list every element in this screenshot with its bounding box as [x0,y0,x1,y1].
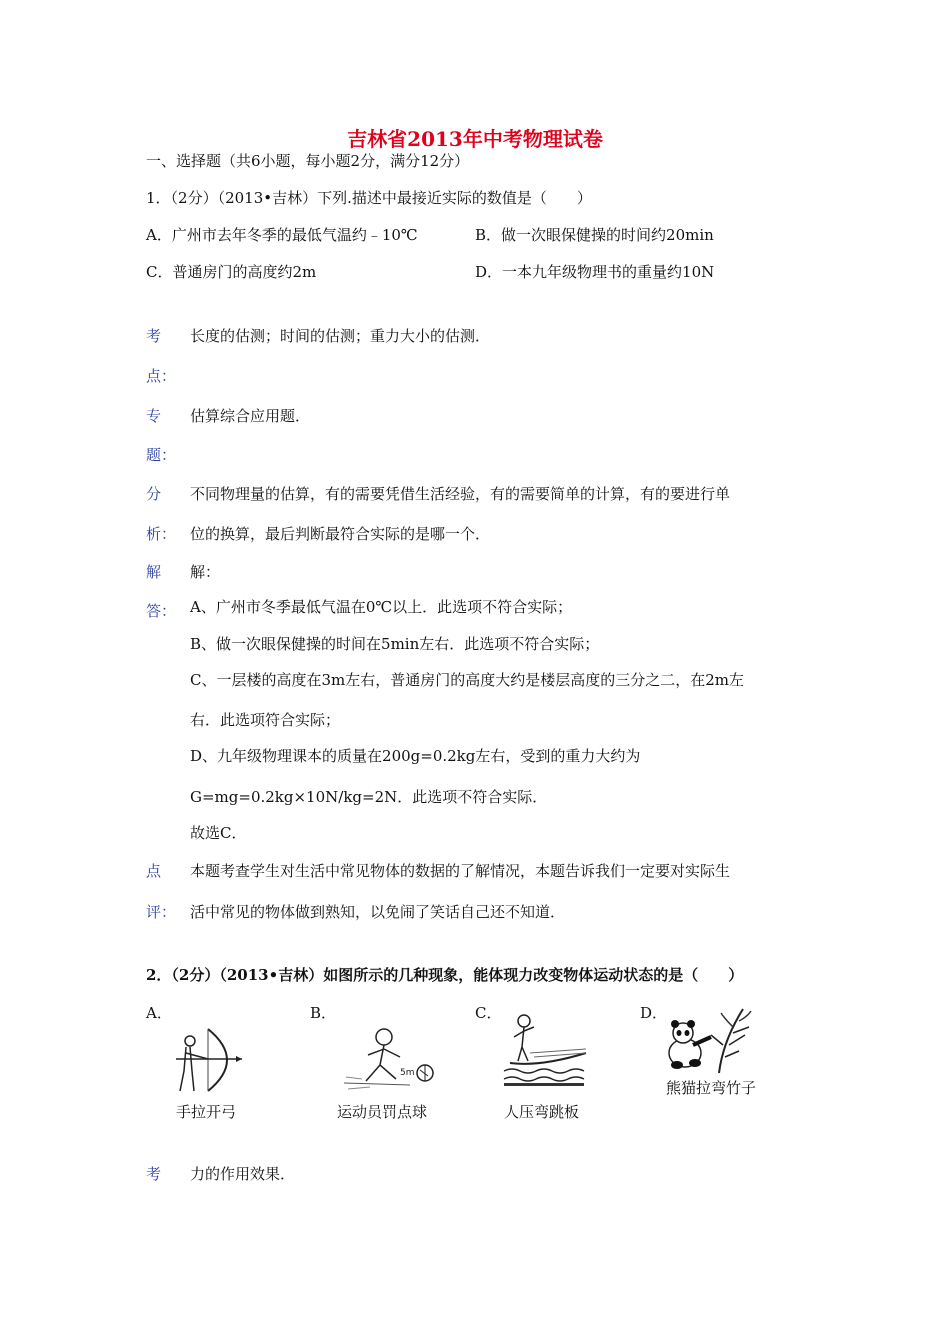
q1-kaodian: 长度的估测；时间的估测；重力大小的估测． [190,327,491,345]
label-ti-colon: 题： [146,446,177,464]
question-1-stem: 1．（2分）（2013•吉林）下列.描述中最接近实际的数值是（ ） [146,189,592,207]
label-ping-colon: 评： [146,903,177,921]
q1-dianping-line1: 本题考查学生对生活中常见物体的数据的了解情况，本题告诉我们一定要对实际生 [190,862,731,880]
q1-option-b[interactable]: B．做一次眼保健操的时间约20min [475,226,714,244]
label-dian-colon: 点： [146,367,177,385]
panda-bamboo-figure [663,1005,753,1075]
q2-kaodian: 力的作用效果． [190,1165,296,1183]
label-da-colon: 答： [146,602,177,620]
caption-d: 熊猫拉弯竹子 [666,1079,757,1097]
label-xi-colon: 析： [146,525,177,543]
caption-c: 人压弯跳板 [504,1103,580,1121]
q1-jieda-line5: 右．此选项符合实际； [190,711,341,729]
q1-zhuanti: 估算综合应用题． [190,407,311,425]
diving-board-figure [500,1013,588,1089]
q2-option-b-letter[interactable]: B． [310,1004,337,1022]
archer-figure [168,1025,248,1095]
label-zhuan: 专 [146,407,162,425]
q1-jieda-line1: 解： [190,563,221,581]
q1-jieda-line2: A、广州市冬季最低气温在0℃以上．此选项不符合实际； [190,598,573,616]
section-heading: 一、选择题（共6小题，每小题2分，满分12分） [146,152,470,170]
footballer-figure [340,1025,440,1095]
question-2-stem: 2．（2分）（2013•吉林）如图所示的几种现象，能体现力改变物体运动状态的是（ ） [146,966,744,984]
q1-jieda-line6: D、九年级物理课本的质量在200g=0.2kg左右，受到的重力大约为 [190,747,641,765]
page-title: 吉林省2013年中考物理试卷 [347,127,603,151]
label-fen: 分 [146,485,162,503]
q1-fenxi-line2: 位的换算，最后判断最符合实际的是哪一个． [190,525,491,543]
q1-option-a[interactable]: A．广州市去年冬季的最低气温约﹣10℃ [146,226,418,244]
q1-jieda-line7: G=mg=0.2kg×10N/kg=2N．此选项不符合实际． [190,788,548,806]
q1-dianping-line2: 活中常见的物体做到熟知，以免闹了笑话自己还不知道． [190,903,566,921]
caption-a: 手拉开弓 [176,1103,237,1121]
q2-label-kao: 考 [146,1165,162,1183]
q2-option-a-letter[interactable]: A． [146,1004,172,1022]
q1-fenxi-line1: 不同物理量的估算，有的需要凭借生活经验，有的需要简单的计算，有的要进行单 [190,485,731,503]
label-kao: 考 [146,327,162,345]
q2-option-d-letter[interactable]: D． [640,1004,668,1022]
label-dian: 点 [146,862,162,880]
q1-option-d[interactable]: D．一本九年级物理书的重量约10N [475,263,715,281]
q2-option-c-letter[interactable]: C． [475,1004,502,1022]
q1-jieda-line8: 故选C． [190,824,247,842]
q1-option-c[interactable]: C．普通房门的高度约2m [146,263,317,281]
fig-5m-label: 5m [400,1068,415,1078]
caption-b: 运动员罚点球 [337,1103,428,1121]
q1-jieda-line4: C、一层楼的高度在3m左右，普通房门的高度大约是楼层高度的三分之二，在2m左 [190,671,745,689]
q1-jieda-line3: B、做一次眼保健操的时间在5min左右．此选项不符合实际； [190,635,600,653]
label-jie: 解 [146,563,162,581]
